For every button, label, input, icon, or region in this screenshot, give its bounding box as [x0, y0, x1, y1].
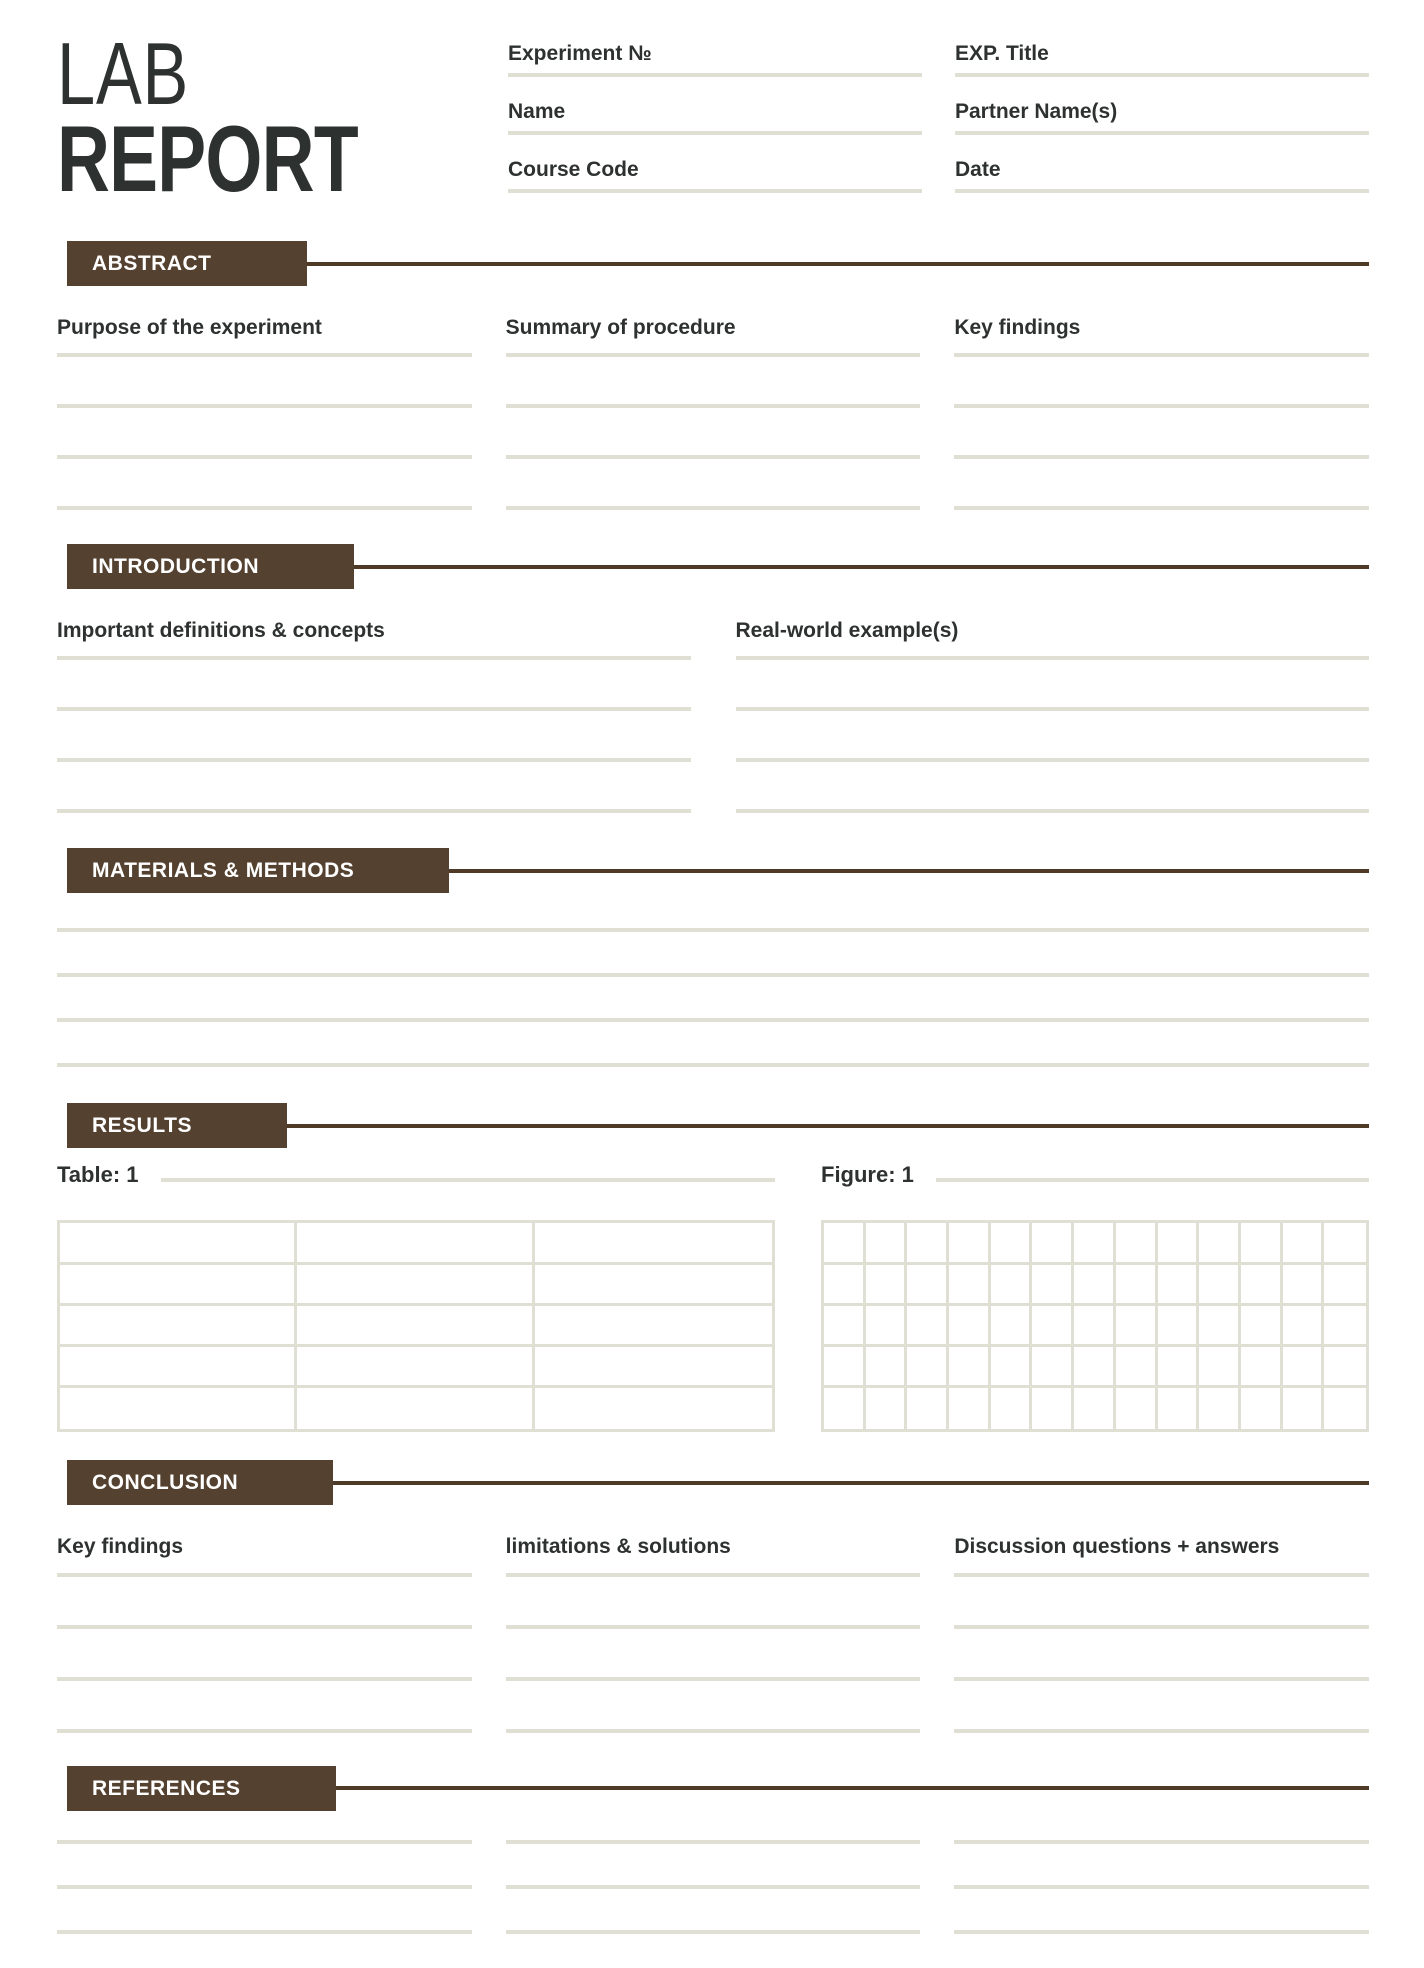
introduction-section-title: INTRODUCTION [67, 544, 354, 589]
grid-cell [907, 1306, 949, 1347]
grid-cell [1283, 1306, 1325, 1347]
writing-line[interactable] [506, 1681, 921, 1733]
results-section-bar [67, 1103, 1369, 1148]
grid-cell [1324, 1347, 1366, 1388]
grid-cell [1074, 1223, 1116, 1264]
logo-line-report: REPORT [57, 106, 358, 211]
logo-text [57, 24, 409, 211]
results-section-rule [287, 1124, 1369, 1128]
discussion-lines [954, 1577, 1369, 1733]
grid-cell [1199, 1223, 1241, 1264]
grid-cell [1283, 1223, 1325, 1264]
definitions-column [57, 589, 691, 813]
writing-line[interactable] [506, 357, 921, 408]
table-cell[interactable] [535, 1306, 772, 1347]
grid-cell [949, 1265, 991, 1306]
grid-cell [1324, 1265, 1366, 1306]
grid-cell [1283, 1388, 1325, 1429]
purpose-lines [57, 357, 472, 510]
real-world-column [736, 589, 1370, 813]
procedure-label: Summary of procedure [506, 286, 921, 357]
grid-cell [1032, 1306, 1074, 1347]
grid-cell [1116, 1223, 1158, 1264]
materials-section-bar [67, 848, 1369, 893]
grid-cell [1199, 1306, 1241, 1347]
experiment-number-field[interactable] [508, 38, 922, 77]
writing-line[interactable] [736, 711, 1370, 762]
writing-line[interactable] [506, 1844, 921, 1889]
grid-cell [866, 1265, 908, 1306]
references-column [954, 1811, 1369, 1934]
grid-cell [866, 1306, 908, 1347]
results-body [57, 1220, 1369, 1432]
abstract-column-procedure [506, 286, 921, 510]
writing-line[interactable] [954, 1629, 1369, 1681]
conclusion-section-title: CONCLUSION [67, 1460, 333, 1505]
table-caption-row [57, 1164, 775, 1186]
grid-cell [1241, 1223, 1283, 1264]
writing-line[interactable] [954, 408, 1369, 459]
course-code-label: Course Code [508, 158, 639, 181]
name-label: Name [508, 100, 566, 123]
references-column [57, 1811, 472, 1934]
abstract-column-purpose [57, 286, 472, 510]
writing-line[interactable] [954, 1844, 1369, 1889]
grid-cell [1116, 1347, 1158, 1388]
conclusion-key-findings-lines [57, 1577, 472, 1733]
abstract-key-findings-label: Key findings [954, 286, 1369, 357]
grid-cell [1032, 1223, 1074, 1264]
grid-cell [1032, 1347, 1074, 1388]
writing-line[interactable] [954, 1889, 1369, 1934]
grid-cell [1158, 1306, 1200, 1347]
grid-cell [824, 1223, 866, 1264]
grid-cell [1241, 1347, 1283, 1388]
writing-line[interactable] [57, 1844, 472, 1889]
header-fields [508, 38, 1369, 206]
table-cell[interactable] [60, 1347, 297, 1388]
grid-cell [866, 1388, 908, 1429]
introduction-section-bar [67, 544, 1369, 589]
grid-cell [1324, 1388, 1366, 1429]
materials-section-title: MATERIALS & METHODS [67, 848, 449, 893]
writing-line[interactable] [506, 1577, 921, 1629]
writing-line[interactable] [57, 1022, 1369, 1067]
date-label: Date [955, 158, 1001, 181]
conclusion-columns [57, 1505, 1369, 1732]
table-cell[interactable] [297, 1347, 534, 1388]
grid-cell [1032, 1388, 1074, 1429]
grid-cell [866, 1223, 908, 1264]
writing-line[interactable] [506, 1889, 921, 1934]
logo [57, 24, 508, 211]
results-table [57, 1220, 775, 1432]
figure-caption-line[interactable] [936, 1178, 1369, 1182]
writing-line[interactable] [57, 977, 1369, 1022]
table-cell[interactable] [535, 1265, 772, 1306]
grid-cell [1074, 1347, 1116, 1388]
grid-cell [1032, 1265, 1074, 1306]
definitions-lines [57, 660, 691, 813]
partner-names-field[interactable] [955, 77, 1369, 135]
real-world-label: Real-world example(s) [736, 589, 1370, 660]
writing-line[interactable] [954, 1681, 1369, 1733]
abstract-section-rule [307, 262, 1370, 266]
writing-line[interactable] [57, 1889, 472, 1934]
table-cell[interactable] [60, 1306, 297, 1347]
references-column [506, 1811, 921, 1934]
table-cell[interactable] [60, 1223, 297, 1264]
grid-cell [907, 1347, 949, 1388]
abstract-section-bar [67, 241, 1369, 286]
conclusion-section-bar [67, 1460, 1369, 1505]
conclusion-section-rule [333, 1481, 1369, 1485]
grid-cell [1324, 1306, 1366, 1347]
discussion-column [954, 1505, 1369, 1732]
date-field[interactable] [955, 135, 1369, 193]
grid-cell [949, 1347, 991, 1388]
grid-cell [1199, 1388, 1241, 1429]
grid-cell [1158, 1347, 1200, 1388]
table-cell[interactable] [297, 1306, 534, 1347]
course-code-field[interactable] [508, 135, 922, 193]
writing-line[interactable] [506, 459, 921, 510]
experiment-number-label: Experiment № [508, 42, 652, 65]
grid-cell [1241, 1306, 1283, 1347]
writing-line[interactable] [57, 1811, 472, 1844]
grid-cell [991, 1306, 1033, 1347]
abstract-columns [57, 286, 1369, 510]
grid-cell [1074, 1265, 1116, 1306]
figure-caption-row [821, 1164, 1369, 1186]
grid-cell [1241, 1265, 1283, 1306]
abstract-section-title: ABSTRACT [67, 241, 307, 286]
table-cell[interactable] [535, 1388, 772, 1429]
writing-line[interactable] [57, 1681, 472, 1733]
grid-cell [949, 1223, 991, 1264]
references-columns [57, 1811, 1369, 1934]
definitions-label: Important definitions & concepts [57, 589, 691, 660]
writing-line[interactable] [57, 408, 472, 459]
results-section-title: RESULTS [67, 1103, 287, 1148]
discussion-label: Discussion questions + answers [954, 1505, 1369, 1576]
grid-cell [824, 1265, 866, 1306]
references-section-rule [336, 1786, 1369, 1790]
grid-cell [949, 1388, 991, 1429]
real-world-lines [736, 660, 1370, 813]
grid-cell [1283, 1347, 1325, 1388]
writing-line[interactable] [506, 1629, 921, 1681]
writing-line[interactable] [736, 762, 1370, 813]
table-cell[interactable] [535, 1223, 772, 1264]
limitations-label: limitations & solutions [506, 1505, 921, 1576]
table-cell[interactable] [297, 1223, 534, 1264]
writing-line[interactable] [954, 1811, 1369, 1844]
figure-grid[interactable] [821, 1220, 1369, 1432]
writing-line[interactable] [57, 893, 1369, 932]
grid-cell [824, 1306, 866, 1347]
introduction-section-rule [354, 565, 1369, 569]
table-caption-line[interactable] [161, 1178, 775, 1182]
grid-cell [991, 1223, 1033, 1264]
conclusion-key-findings-label: Key findings [57, 1505, 472, 1576]
grid-cell [907, 1265, 949, 1306]
grid-cell [1116, 1265, 1158, 1306]
abstract-column-key-findings [954, 286, 1369, 510]
grid-cell [1116, 1388, 1158, 1429]
table-caption: Table: 1 [57, 1162, 139, 1188]
grid-cell [824, 1347, 866, 1388]
abstract-key-findings-lines [954, 357, 1369, 510]
limitations-lines [506, 1577, 921, 1733]
writing-line[interactable] [57, 357, 472, 408]
experiment-title-field[interactable] [955, 38, 1369, 77]
introduction-columns [57, 589, 1369, 813]
grid-cell [1241, 1388, 1283, 1429]
grid-cell [1116, 1306, 1158, 1347]
experiment-title-label: EXP. Title [955, 42, 1049, 65]
grid-cell [949, 1306, 991, 1347]
grid-cell [991, 1347, 1033, 1388]
grid-cell [1199, 1265, 1241, 1306]
grid-cell [991, 1388, 1033, 1429]
page-header [57, 24, 1369, 211]
results-labels [57, 1164, 1369, 1186]
grid-cell [1283, 1265, 1325, 1306]
materials-section-rule [449, 869, 1369, 873]
writing-line[interactable] [954, 357, 1369, 408]
grid-cell [907, 1223, 949, 1264]
grid-cell [1199, 1347, 1241, 1388]
writing-line[interactable] [736, 660, 1370, 711]
table-cell[interactable] [60, 1388, 297, 1429]
conclusion-key-findings-column [57, 1505, 472, 1732]
writing-line[interactable] [57, 932, 1369, 977]
grid-cell [1158, 1265, 1200, 1306]
grid-cell [824, 1388, 866, 1429]
grid-cell [1158, 1388, 1200, 1429]
purpose-label: Purpose of the experiment [57, 286, 472, 357]
writing-line[interactable] [506, 408, 921, 459]
writing-line[interactable] [57, 711, 691, 762]
logo-line-lab: LAB [57, 24, 190, 123]
partner-names-label: Partner Name(s) [955, 100, 1118, 123]
grid-cell [866, 1347, 908, 1388]
limitations-column [506, 1505, 921, 1732]
table-cell[interactable] [60, 1265, 297, 1306]
references-section-title: REFERENCES [67, 1766, 336, 1811]
grid-cell [907, 1388, 949, 1429]
grid-cell [991, 1265, 1033, 1306]
materials-lines [57, 893, 1369, 1067]
writing-line[interactable] [57, 1577, 472, 1629]
writing-line[interactable] [954, 459, 1369, 510]
table-cell[interactable] [297, 1265, 534, 1306]
figure-caption: Figure: 1 [821, 1162, 914, 1188]
writing-line[interactable] [57, 660, 691, 711]
writing-line[interactable] [57, 459, 472, 510]
name-field[interactable] [508, 77, 922, 135]
procedure-lines [506, 357, 921, 510]
writing-line[interactable] [954, 1577, 1369, 1629]
grid-cell [1324, 1223, 1366, 1264]
writing-line[interactable] [57, 762, 691, 813]
references-section-bar [67, 1766, 1369, 1811]
grid-cell [1074, 1388, 1116, 1429]
table-cell[interactable] [535, 1347, 772, 1388]
writing-line[interactable] [57, 1629, 472, 1681]
table-cell[interactable] [297, 1388, 534, 1429]
writing-line[interactable] [506, 1811, 921, 1844]
grid-cell [1074, 1306, 1116, 1347]
grid-cell [1158, 1223, 1200, 1264]
